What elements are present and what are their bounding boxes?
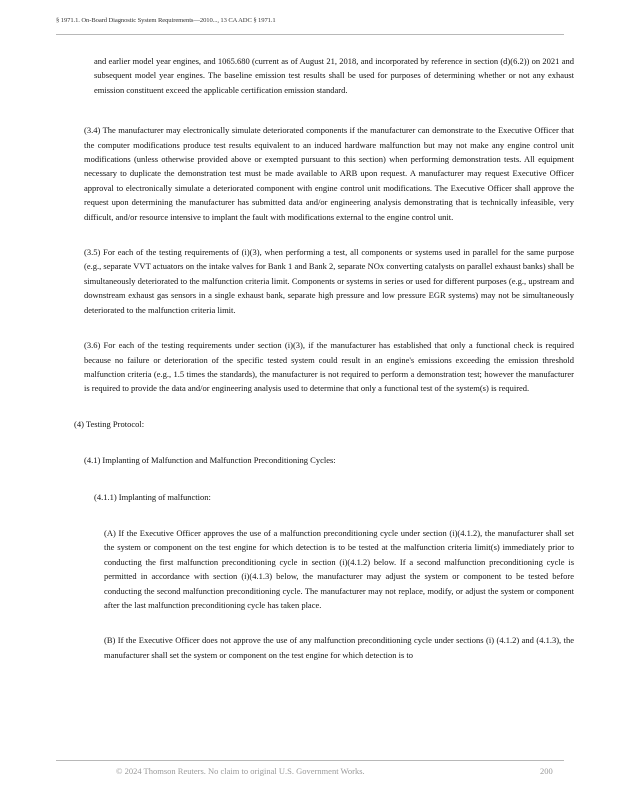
document-body <box>56 54 574 683</box>
running-header: § 1971.1. On-Board Diagnostic System Requirements—2010..., 13 CA ADC § 1971.1 <box>56 17 276 24</box>
header-divider <box>56 34 564 35</box>
paragraph-intro-continuation: and earlier model year engines, and 1065.680 (current as of August 21, 2018, and incorporated by reference in section (d)(6.2)) on 2021 and subsequent model year engines. The baseline emission test results shall be used for purposes of determining whether or not any exhaust emission constituent exceed the applicable certification emission standard. <box>94 56 574 95</box>
paragraph-3-6: (3.6) For each of the testing requirements under section (i)(3), if the manufacturer has established that only a functional check is required because no failure or deterioration of the specific tested system could result in an engine's emissions exceeding the emission threshold malfunction criteria (e.g., 1.5 times the standards), the manufacturer is not required to perform a demonstration test; however the manufacturer is required to provide the data and/or engineering analysis used to determine that only a functional test of the system(s) is required. <box>84 340 574 394</box>
paragraph-A: (A) If the Executive Officer approves the use of a malfunction preconditioning cycle under section (i)(4.1.2), the manufacturer shall set the system or component on the test engine for which detection is to be tested at the malfunction criteria limit(s) immediately prior to conducting the first malfunction preconditioning cycle in section (i)(4.1.2) below. If a second malfunction preconditioning cycle is permitted in accordance with section (i)(4.1.3) below, the manufacturer may adjust the system or component to be tested before conducting the second malfunction preconditioning cycle. The manufacturer may not replace, modify, or adjust the system or component after the last malfunction preconditioning cycle has taken place. <box>104 527 574 610</box>
paragraph-3-4: (3.4) The manufacturer may electronically simulate deteriorated components if the manufacturer can demonstrate to the Executive Officer that the computer modifications produce test results equivalent to an induced hardware malfunction but may not make any engine control unit modifications (unless otherwise provided above or exempted pursuant to this section) when performing demonstration tests. All equipment necessary to duplicate the demonstration test must be made available to ARB upon request. A manufacturer may request Executive Officer approval to electronically simulate a deteriorated component with engine control unit modifications. The Executive Officer shall approve the request upon determining the manufacturer has submitted data and/or engineering analysis demonstrating that is technically infeasible, very difficult, and/or resource intensive to implant the fault with modifications external to the engine control unit. <box>84 125 574 222</box>
footer-divider <box>56 760 564 761</box>
page-number: 200 <box>540 766 553 776</box>
paragraph-B: (B) If the Executive Officer does not approve the use of any malfunction preconditioning cycle under sections (i) (4.1.2) and (4.1.3), the manufacturer shall set the system or component on the test engine for which detection is to <box>104 635 574 660</box>
copyright-notice: © 2024 Thomson Reuters. No claim to original U.S. Government Works. <box>116 766 365 776</box>
paragraph-3-5: (3.5) For each of the testing requirements of (i)(3), when performing a test, all components or systems used in parallel for the same purpose (e.g., separate VVT actuators on the intake valves for Bank 1 and Bank 2, separate NOx converting catalysts on parallel exhaust banks) shall be simultaneously deteriorated to the malfunction criteria limit. Components or systems in series or used for different purposes (e.g., upstream and downstream exhaust gas sensors in a single exhaust bank, separate high pressure and low pressure EGR systems) may not be simultaneously deteriorated to the malfunction criteria limit. <box>84 247 574 315</box>
heading-4-1: (4.1) Implanting of Malfunction and Malfunction Preconditioning Cycles: <box>84 455 336 466</box>
heading-4-1-1: (4.1.1) Implanting of malfunction: <box>94 491 211 502</box>
heading-testing-protocol: (4) Testing Protocol: <box>74 418 145 429</box>
